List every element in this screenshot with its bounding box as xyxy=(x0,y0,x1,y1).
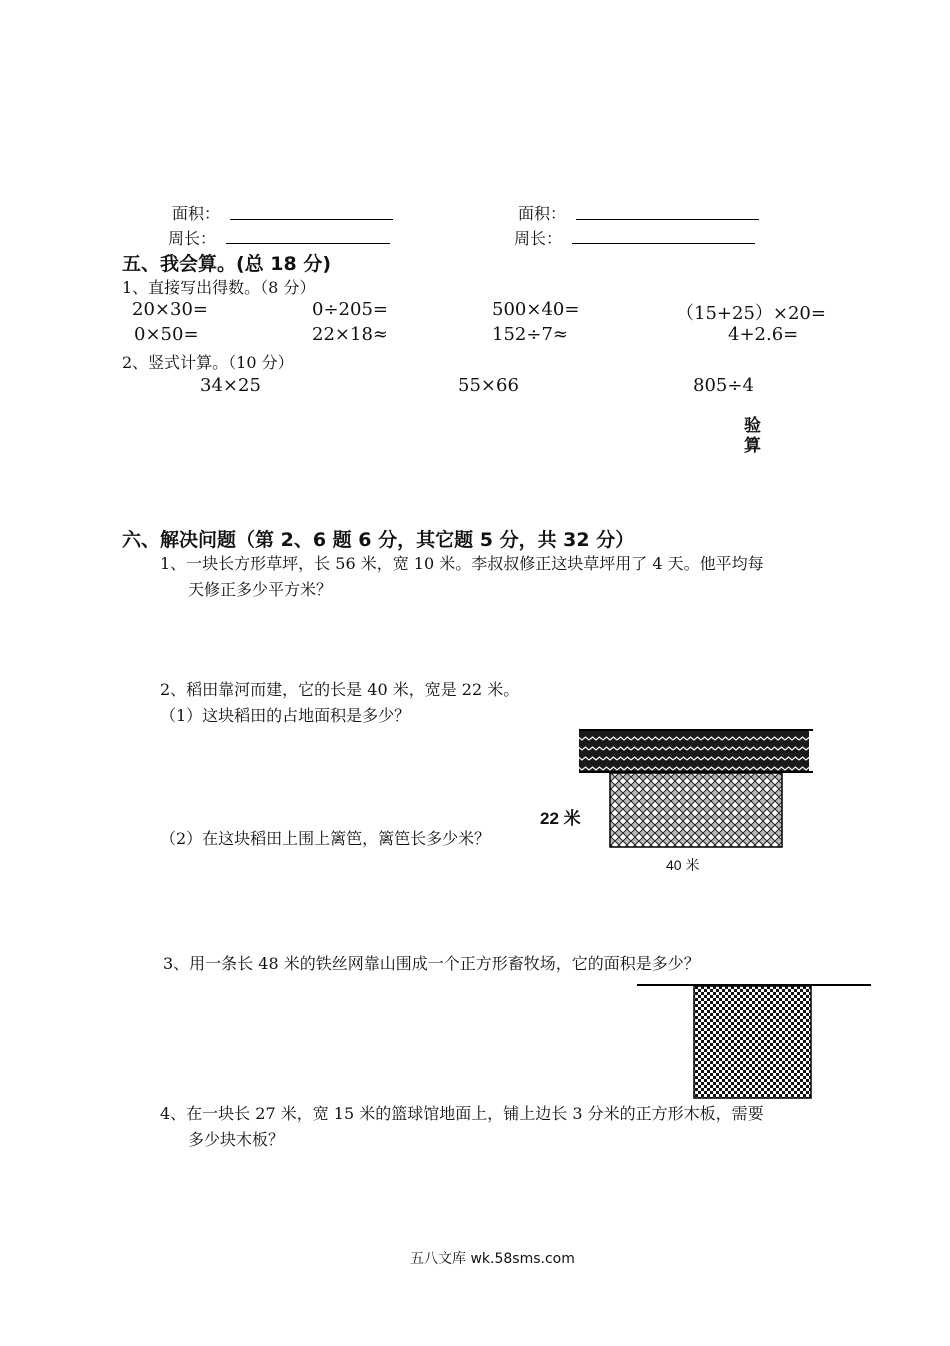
problem2-sub1: （1）这块稻田的占地面积是多少？ xyxy=(160,706,411,725)
footer-text: 五八文库 wk.58sms.com xyxy=(410,1251,575,1267)
perimeter-blank-left[interactable] xyxy=(226,243,390,244)
check-label: 验算 xyxy=(744,416,761,455)
problem1-line2: 天修正多少平方米？ xyxy=(188,580,333,599)
width-label: 22 米 xyxy=(540,809,581,828)
section5-q2-title: 2、竖式计算。（10 分） xyxy=(122,353,294,372)
section6-title: 六、解决问题（第 2、6 题 6 分，其它题 5 分，共 32 分） xyxy=(122,529,635,551)
perimeter-label-left: 周长： xyxy=(168,229,217,248)
problem2-sub2: （2）在这块稻田上围上篱笆，篱笆长多少米？ xyxy=(160,829,491,848)
area-blank-right[interactable] xyxy=(576,219,759,220)
area-blank-left[interactable] xyxy=(230,219,393,220)
rice-field-shape xyxy=(610,773,782,847)
vertical-calc-item: 55×66 xyxy=(458,375,519,396)
problem3-text: 3、用一条长 48 米的铁丝网靠山围成一个正方形畜牧场，它的面积是多少？ xyxy=(163,954,700,973)
area-label-left: 面积： xyxy=(172,204,221,223)
oral-calc-item: 22×18≈ xyxy=(312,324,388,345)
oral-calc-item: 4+2.6= xyxy=(728,324,799,345)
river-shape xyxy=(579,731,809,771)
vertical-calc-item: 34×25 xyxy=(200,375,261,396)
perimeter-blank-right[interactable] xyxy=(572,243,755,244)
area-label-right: 面积： xyxy=(518,204,567,223)
rice-field-diagram xyxy=(575,725,815,855)
oral-calc-item: （15+25）×20= xyxy=(676,303,826,324)
oral-calc-item: 0÷205= xyxy=(312,299,388,320)
oral-calc-item: 500×40= xyxy=(492,299,580,320)
oral-calc-item: 0×50= xyxy=(134,324,199,345)
oral-calc-item: 20×30= xyxy=(132,299,208,320)
vertical-calc-item: 805÷4 xyxy=(693,375,754,396)
pasture-diagram xyxy=(635,980,875,1102)
problem1-line1: 1、一块长方形草坪，长 56 米，宽 10 米。李叔叔修正这块草坪用了 4 天。他平均每 xyxy=(160,554,764,573)
perimeter-label-right: 周长： xyxy=(514,229,563,248)
problem2-intro: 2、稻田靠河而建，它的长是 40 米，宽是 22 米。 xyxy=(160,680,520,699)
problem4-line2: 多少块木板？ xyxy=(188,1130,285,1149)
pasture-shape xyxy=(694,986,811,1098)
problem4-line1: 4、在一块长 27 米，宽 15 米的篮球馆地面上，铺上边长 3 分米的正方形木板，需要 xyxy=(160,1104,764,1123)
length-label: 40 米 xyxy=(666,857,700,873)
oral-calc-item: 152÷7≈ xyxy=(492,324,568,345)
section5-title: 五、我会算。(总 18 分) xyxy=(122,253,332,275)
section5-q1-title: 1、直接写出得数。（8 分） xyxy=(122,278,316,297)
